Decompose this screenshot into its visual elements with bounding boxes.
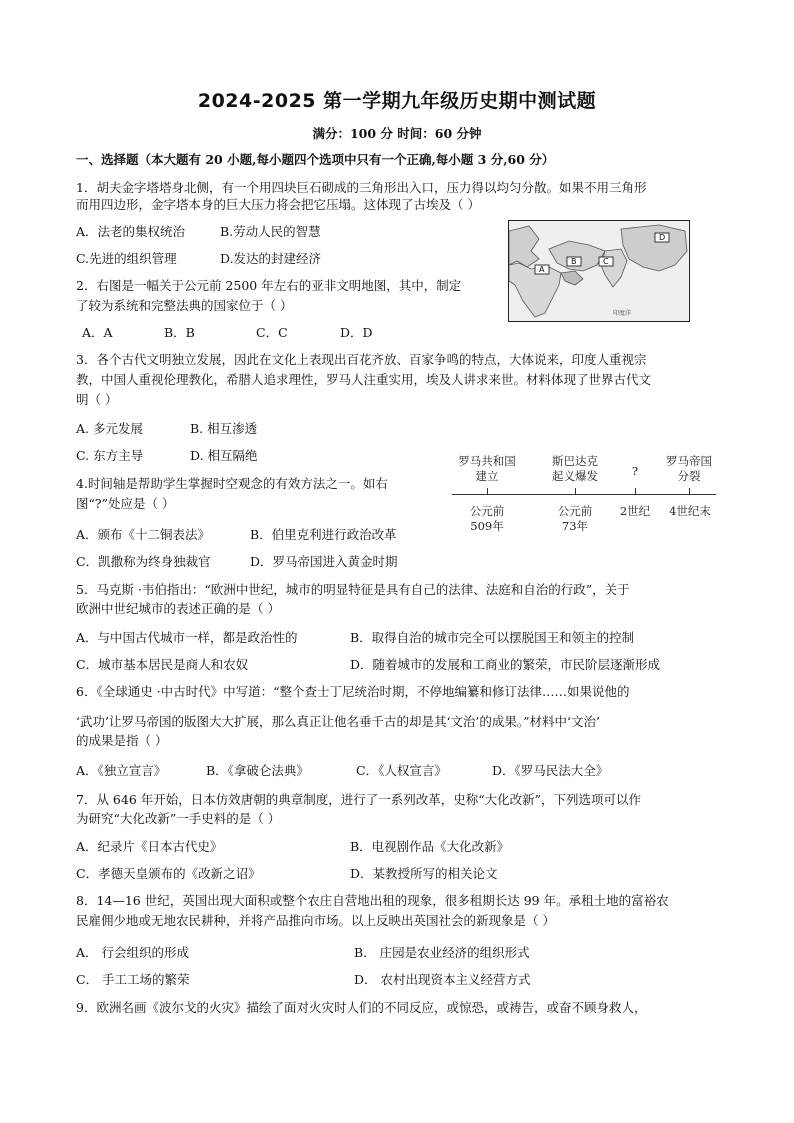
- question-3-option-d: D. 相互隔绝: [190, 448, 258, 463]
- timeline-event-2-top: 斯巴达克 起义爆发: [552, 454, 598, 483]
- timeline-event-1-top: 罗马共和国 建立: [458, 454, 516, 483]
- timeline-tick: [575, 488, 576, 495]
- question-7-option-c: C．孝德天皇颁布的《改新之诏》: [76, 866, 261, 881]
- question-8-text-line1: 8．14—16 世纪，英国出现大面积或整个农庄自营地出租的现象，很多租期长达 99 年。承租土地的富裕农: [76, 893, 669, 908]
- section-heading: 一、选择题（本大题有 20 小题,每小题四个选项中只有一个正确,每小题 3 分,60 分）: [76, 152, 555, 167]
- question-6-text-line1: 6．《全球通史 ·中古时代》中写道：“整个查士丁尼统治时期，不停地编纂和修订法律……如果说他的: [76, 684, 630, 699]
- question-5-text-line2: 欧洲中世纪城市的表述正确的是（ ）: [76, 601, 280, 616]
- page-title: 2024-2025 第一学期九年级历史期中测试题: [197, 90, 597, 112]
- ancient-civilizations-map: [508, 220, 690, 322]
- question-1-text-line2: 而用四边形，金字塔本身的巨大压力将会把它压塌。这体现了古埃及（ ）: [76, 197, 480, 212]
- timeline-tick: [635, 488, 636, 495]
- question-4-option-a: A．颁布《十二铜表法》: [76, 527, 211, 542]
- timeline-axis: [452, 494, 716, 495]
- question-7-option-b: B．电视剧作品《大化改新》: [350, 839, 510, 854]
- question-4-text-line2: 图“?”处应是（ ）: [76, 496, 175, 511]
- timeline-event-3-date: 2世纪: [619, 504, 651, 518]
- question-8-option-c: C． 手工工场的繁荣: [76, 972, 190, 987]
- question-1-option-c: C.先进的组织管理: [76, 251, 177, 266]
- question-4-text-line1: 4.时间轴是帮助学生掌握时空观念的有效方法之一。如右: [76, 476, 388, 491]
- question-8-option-a: A． 行会组织的形成: [76, 945, 190, 960]
- map-label-b: B: [571, 257, 577, 266]
- question-2-option-d: D．D: [340, 325, 373, 340]
- question-1-option-a: A．法老的集权统治: [76, 224, 186, 239]
- question-5-option-a: A．与中国古代城市一样，都是政治性的: [76, 630, 298, 645]
- question-5-option-c: C．城市基本居民是商人和农奴: [76, 657, 249, 672]
- question-6-option-c: C．《人权宣言》: [356, 763, 447, 778]
- question-1-text-line1: 1．胡夫金字塔塔身北侧，有一个用四块巨石砌成的三角形出入口，压力得以均匀分散。如果不用三角形: [76, 180, 647, 195]
- question-5-option-b: B．取得自治的城市完全可以摆脱国王和领主的控制: [350, 630, 635, 645]
- question-6-option-b: B．《拿破仑法典》: [206, 763, 309, 778]
- timeline-tick: [689, 488, 690, 495]
- question-2-option-c: C．C: [256, 325, 288, 340]
- map-label-d: D: [659, 233, 666, 242]
- question-2-text-line1: 2．右图是一幅关于公元前 2500 年左右的亚非文明地图，其中，制定: [76, 278, 462, 293]
- question-3-option-a: A. 多元发展: [76, 421, 143, 436]
- question-4-option-d: D．罗马帝国进入黄金时期: [250, 554, 398, 569]
- question-2-text-line2: 了较为系统和完整法典的国家位于（ ）: [76, 298, 293, 313]
- map-label-c: C: [603, 257, 609, 266]
- question-8-option-d: D． 农村出现资本主义经营方式: [354, 972, 531, 987]
- timeline-event-4-date: 4世纪末: [669, 504, 711, 518]
- question-6-option-a: A．《独立宣言》: [76, 763, 167, 778]
- map-drawing: [509, 221, 689, 321]
- question-8-option-b: B． 庄园是农业经济的组织形式: [354, 945, 530, 960]
- question-6-option-d: D．《罗马民法大全》: [492, 763, 609, 778]
- question-7-text-line1: 7．从 646 年开始，日本仿效唐朝的典章制度，进行了一系列改革，史称“大化改新”，下列选项可以作: [76, 792, 642, 807]
- timeline-event-1-date: 公元前 509年: [469, 504, 505, 533]
- question-6-text-line3: 的成果是指（ ）: [76, 733, 168, 748]
- timeline-event-2-date: 公元前 73年: [557, 504, 593, 533]
- question-1-option-b: B.劳动人民的智慧: [220, 224, 321, 239]
- question-1-option-d: D.发达的封建经济: [220, 251, 322, 266]
- question-3-text-line3: 明（ ）: [76, 392, 118, 407]
- question-5-option-d: D．随着城市的发展和工商业的繁荣，市民阶层逐渐形成: [350, 657, 661, 672]
- map-label-a: A: [539, 265, 545, 274]
- question-5-text-line1: 5．马克斯 ·韦伯指出：“欧洲中世纪，城市的明显特征是具有自己的法律、法庭和自治的行政”，关于: [76, 582, 630, 597]
- question-9-text-line1: 9．欧洲名画《波尔戈的火灾》描绘了面对火灾时人们的不同反应，或惊恐，或祷告，或奋不顾身救人，: [76, 1000, 647, 1015]
- question-3-option-b: B. 相互渗透: [190, 421, 258, 436]
- question-7-text-line2: 为研究“大化改新”一手史料的是（ ）: [76, 811, 281, 826]
- map-label-indian-ocean: 印度洋: [613, 310, 632, 317]
- roman-history-timeline: [452, 452, 722, 547]
- question-8-text-line2: 民雇佣少地或无地农民耕种，并将产品推向市场。以上反映出英国社会的新现象是（ ）: [76, 913, 555, 928]
- question-3-text-line2: 教，中国人重视伦理教化，希腊人追求理性，罗马人注重实用，埃及人讲求来世。材料体现了世界古代文: [76, 372, 652, 387]
- question-4-option-c: C．凯撒称为终身独裁官: [76, 554, 211, 569]
- question-6-text-line2: ‘武功’让罗马帝国的版图大大扩展，那么真正让他名垂千古的却是其‘文治’的成果。”材料中‘文治’: [76, 714, 600, 729]
- question-7-option-d: D．某教授所写的相关论文: [350, 866, 498, 881]
- question-2-option-b: B．B: [164, 325, 195, 340]
- question-4-option-b: B．伯里克利进行政治改革: [250, 527, 397, 542]
- timeline-event-3-top: ?: [631, 464, 639, 478]
- question-7-option-a: A．纪录片《日本古代史》: [76, 839, 223, 854]
- timeline-tick: [487, 488, 488, 495]
- exam-info: 满分：100 分 时间：60 分钟: [312, 126, 482, 141]
- timeline-event-4-top: 罗马帝国 分裂: [666, 454, 712, 483]
- question-3-option-c: C. 东方主导: [76, 448, 144, 463]
- question-2-option-a: A．A: [82, 325, 113, 340]
- question-3-text-line1: 3．各个古代文明独立发展，因此在文化上表现出百花齐放、百家争鸣的特点，大体说来，印度人重视宗: [76, 352, 647, 367]
